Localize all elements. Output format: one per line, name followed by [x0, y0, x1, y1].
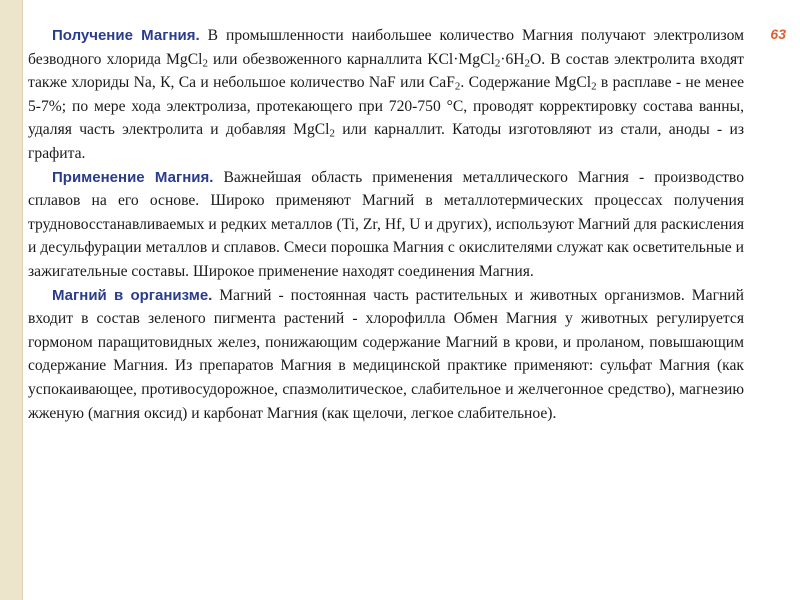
production-text-2: или обезвоженного карналлита KCl·MgCl	[207, 50, 495, 68]
left-decorative-bar	[0, 0, 23, 600]
subscript-5: 2	[591, 80, 597, 93]
production-text-7: или карналлит. Катоды изготовляют из стали, аноды - из графита.	[28, 121, 745, 162]
subscript-1: 2	[202, 57, 208, 70]
slide-number: 63	[770, 26, 786, 42]
subscript-4: 2	[454, 80, 461, 93]
paragraph-production	[28, 24, 744, 166]
paragraph-application	[28, 166, 744, 284]
heading-application: Применение Магния.	[52, 168, 214, 186]
production-text-1: В промышленности наибольшее количество Магния получают электролизом безводного хлорида MgCl	[28, 27, 744, 68]
heading-production: Получение Магния.	[52, 27, 200, 44]
production-text-3: ·6H	[500, 50, 525, 68]
production-text-5: . Содержание MgCl	[460, 74, 592, 92]
subscript-2: 2	[494, 57, 501, 70]
slide-content	[28, 24, 744, 425]
paragraph-organism	[28, 284, 744, 426]
production-text-4: O. В состав электролита входят также хлориды Na, К, Са и небольшое количество NaF или CaF	[28, 50, 744, 92]
subscript-6: 2	[329, 128, 335, 141]
production-text-6: в расплаве - не менее 5-7%; по мере хода электролиза, протекающего при 720-750 °С, проводят корректировку состава ванны, удаляя часть электролита и добавляя MgCl	[28, 74, 744, 139]
organism-text: Магний - постоянная часть растительных и животных организмов. Магний входит в состав зеленого пигмента растений - хлорофилла Обмен Магния у животных регулируется гормоном паращитовидных желез, понижающим содержание Магний в крови, и проланом, повышающим содержание Магния. Из препаратов Магния в медицинской практике применяют: сульфат Магния (как успокаивающее, противосудорожное, спазмолитическое, слабительное и желчегонное средство), магнезию жженую (магния оксид) и карбонат Магния (как щелочи, легкое слабительное).	[28, 286, 744, 422]
subscript-3: 2	[524, 57, 530, 70]
application-text: Важнейшая область применения металлического Магния - производство сплавов на его основе. Широко применяют Магний в металлотермических процессах получения трудновосстанавливаемых и редких металлов (Ti, Zr, Hf, U и других), используют Магний для раскисления и десульфурации металлов и сплавов. Смеси порошка Магния с окислителями служат как осветительные и зажигательные составы. Широкое применение находят соединения Магния.	[28, 168, 744, 280]
heading-organism: Магний в организме.	[52, 286, 213, 304]
